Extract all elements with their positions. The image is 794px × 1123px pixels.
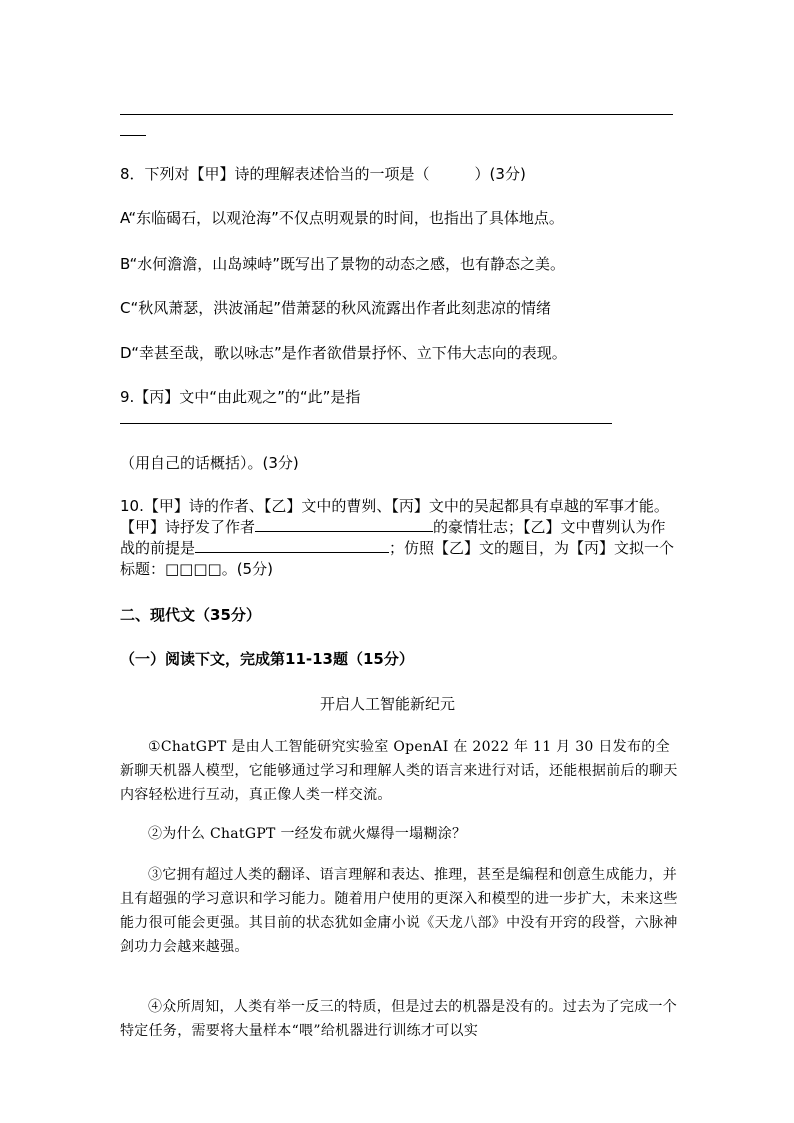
article-paragraph-4: ④众所周知，人类有举一反三的特质，但是过去的机器是没有的。过去为了完成一个特定任务，需要将大量样本“喂”给机器进行训练才可以实 <box>120 999 678 1039</box>
q10-part3: ；仿照【乙】文的题目，为【丙】文拟一个标题：□□□□。(5分) <box>120 539 675 578</box>
article-paragraph-2: ②为什么 ChatGPT 一经发布就火爆得一塌糊涂？ <box>148 826 467 842</box>
q9-tail: （用自己的话概括）。(3分) <box>120 454 299 472</box>
article-paragraph-1: ①ChatGPT 是由人工智能研究实验室 OpenAI 在 2022 年 11 月 30 日发布的全新聊天机器人模型，它能够通过学习和理解人类的语言来进行对话，还能根据前后的聊天内容轻松进行互动，真正像人类一样交流。 <box>120 739 678 803</box>
q9-stem: 9.【丙】文中“由此观之”的“此”是指 <box>120 388 361 406</box>
article-title: 开启人工智能新纪元 <box>320 695 456 713</box>
q8-option-b: B“水何澹澹，山岛竦峙”既写出了景物的动态之感，也有静态之美。 <box>120 255 566 273</box>
section-heading: 二、现代文（35分） <box>120 606 261 624</box>
q10-blank-2[interactable] <box>195 538 389 553</box>
answer-line-1-tail <box>120 135 146 136</box>
q9-answer-line <box>120 423 612 424</box>
sub-heading: （一）阅读下文，完成第11-13题（15分） <box>120 650 414 668</box>
q10-part2: 的豪情壮志；【乙】文中曹刿认为作战的前提是 <box>120 518 666 557</box>
q10-text <box>120 496 680 580</box>
q8-option-a: A“东临碣石，以观沧海”不仅点明观景的时间，也指出了具体地点。 <box>120 209 564 227</box>
article-paragraph-3: ③它拥有超过人类的翻译、语言理解和表达、推理，甚至是编程和创意生成能力，并且有超强的学习意识和学习能力。随着用户使用的更深入和模型的进一步扩大，未来这些能力很可能会更强。其目前的状态犹如金庸小说《天龙八部》中没有开窍的段誉，六脉神剑功力会越来越强。 <box>120 867 678 955</box>
q8-stem: 8．下列对【甲】诗的理解表述恰当的一项是（ ）(3分) <box>120 165 526 183</box>
q8-option-c: C“秋风萧瑟，洪波涌起”借萧瑟的秋风流露出作者此刻悲凉的情绪 <box>120 299 552 317</box>
q8-option-d: D“幸甚至哉，歌以咏志”是作者欲借景抒怀、立下伟大志向的表现。 <box>120 344 567 362</box>
q10-part1: 10.【甲】诗的作者、【乙】文中的曹刿、【丙】文中的吴起都具有卓越的军事才能。【甲】诗抒发了作者 <box>120 497 669 536</box>
q10-blank-1[interactable] <box>255 517 433 532</box>
answer-line-1 <box>120 114 673 115</box>
